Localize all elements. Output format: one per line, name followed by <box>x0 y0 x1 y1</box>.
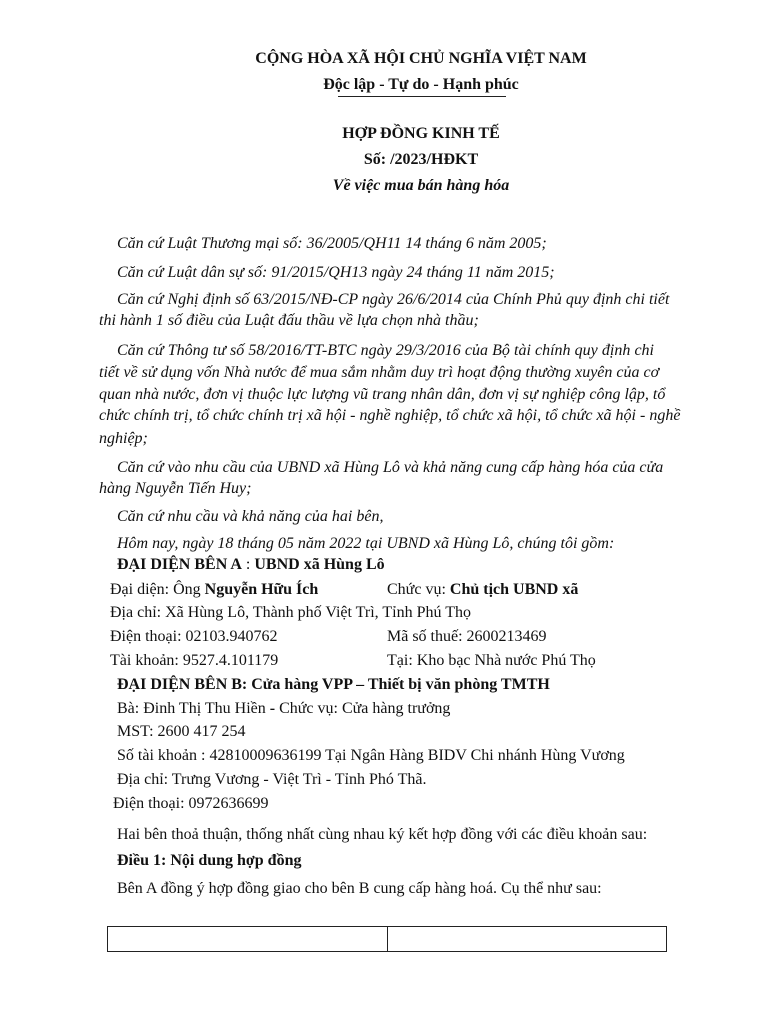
motto-underline <box>338 96 506 97</box>
party-a-address: Địa chỉ: Xã Hùng Lô, Thành phố Việt Trì, Tỉnh Phú Thọ <box>110 604 471 621</box>
party-a-bank: Tại: Kho bạc Nhà nước Phú Thọ <box>387 652 596 669</box>
party-a-representative <box>110 580 318 600</box>
party-a-heading-name: UBND xã Hùng Lô <box>254 556 385 573</box>
party-b-rep-name: Bà: Đinh Thị Thu Hiền <box>117 700 266 717</box>
contract-title: HỢP ĐỒNG KINH TẾ <box>342 125 500 142</box>
party-a-position-value: Chủ tịch UBND xã <box>449 581 579 598</box>
party-b-account: Số tài khoản : 42810009636199 Tại Ngân Hàng BIDV Chi nhánh Hùng Vương <box>117 747 625 764</box>
party-a-rep-name: Nguyễn Hữu Ích <box>204 581 319 598</box>
party-a-account: Tài khoản: 9527.4.101179 <box>110 652 279 669</box>
legal-basis-6: Căn cứ nhu cầu và khả năng của hai bên, <box>117 508 384 525</box>
party-b-phone: Điện thoại: 0972636699 <box>113 795 269 812</box>
legal-basis-3-line1: Căn cứ Nghị định số 63/2015/NĐ-CP ngày 26/6/2014 của Chính Phủ quy định chi tiết <box>117 291 670 308</box>
article-1-text: Bên A đồng ý hợp đồng giao cho bên B cung cấp hàng hoá. Cụ thể như sau: <box>117 880 602 897</box>
legal-basis-1: Căn cứ Luật Thương mại số: 36/2005/QH11 14 tháng 6 năm 2005; <box>117 235 547 252</box>
goods-table-cell-2 <box>388 927 667 951</box>
meeting-statement: Hôm nay, ngày 18 tháng 05 năm 2022 tại UBND xã Hùng Lô, chúng tôi gồm: <box>117 535 615 552</box>
goods-table-cell-1 <box>108 927 387 951</box>
agreement-statement: Hai bên thoả thuận, thống nhất cùng nhau ký kết hợp đồng với các điều khoản sau: <box>117 826 648 843</box>
article-1-title: Điều 1: Nội dung hợp đồng <box>117 852 302 869</box>
goods-table <box>107 926 667 952</box>
legal-basis-3-line2: thi hành 1 số điều của Luật đấu thầu về lựa chọn nhà thầu; <box>99 312 479 329</box>
party-b-rep-sep: - <box>265 700 280 717</box>
party-a-tax-code: Mã số thuế: 2600213469 <box>387 628 547 645</box>
legal-basis-5-line2: hàng Nguyễn Tiến Huy; <box>99 480 252 497</box>
party-b-rep-position: Chức vụ: Cửa hàng trưởng <box>279 700 451 717</box>
party-b-heading: ĐẠI DIỆN BÊN B: Cửa hàng VPP – Thiết bị văn phòng TMTH <box>117 676 550 693</box>
motto: Độc lập - Tự do - Hạnh phúc <box>323 76 519 93</box>
party-a-position <box>387 580 578 600</box>
contract-number: Số: /2023/HĐKT <box>363 151 479 168</box>
party-a-heading <box>117 555 385 575</box>
party-a-phone: Điện thoại: 02103.940762 <box>110 628 278 645</box>
party-a-position-label: Chức vụ: <box>387 581 450 598</box>
legal-basis-2: Căn cứ Luật dân sự số: 91/2015/QH13 ngày 24 tháng 11 năm 2015; <box>117 264 555 281</box>
legal-basis-4-line5: nghiệp; <box>99 430 148 447</box>
party-b-representative <box>117 699 450 719</box>
party-a-rep-label: Đại diện: Ông <box>110 581 205 598</box>
legal-basis-4-line1: Căn cứ Thông tư số 58/2016/TT-BTC ngày 29/3/2016 của Bộ tài chính quy định chi <box>117 342 654 359</box>
party-b-address: Địa chỉ: Trưng Vương - Việt Trì - Tỉnh Phó Thã. <box>117 771 427 788</box>
party-a-heading-sep: : <box>241 556 255 573</box>
legal-basis-4-line2: tiết về sử dụng vốn Nhà nước để mua sắm nhằm duy trì hoạt động thường xuyên của cơ <box>99 364 660 381</box>
legal-basis-4-line4: chức chính trị, tổ chức chính trị xã hội - nghề nghiệp, tổ chức xã hội, tổ chức xã hội - nghề <box>99 407 681 424</box>
party-a-heading-label: ĐẠI DIỆN BÊN A <box>117 556 242 573</box>
contract-subject: Về việc mua bán hàng hóa <box>332 177 510 194</box>
national-title: CỘNG HÒA XÃ HỘI CHỦ NGHĨA VIỆT NAM <box>255 50 587 67</box>
legal-basis-4-line3: quan nhà nước, đơn vị thuộc lực lượng vũ trang nhân dân, đơn vị sự nghiệp công lập, tổ <box>99 386 666 403</box>
party-b-tax-code: MST: 2600 417 254 <box>117 723 246 740</box>
legal-basis-5-line1: Căn cứ vào nhu cầu của UBND xã Hùng Lô và khả năng cung cấp hàng hóa của cửa <box>117 459 664 476</box>
